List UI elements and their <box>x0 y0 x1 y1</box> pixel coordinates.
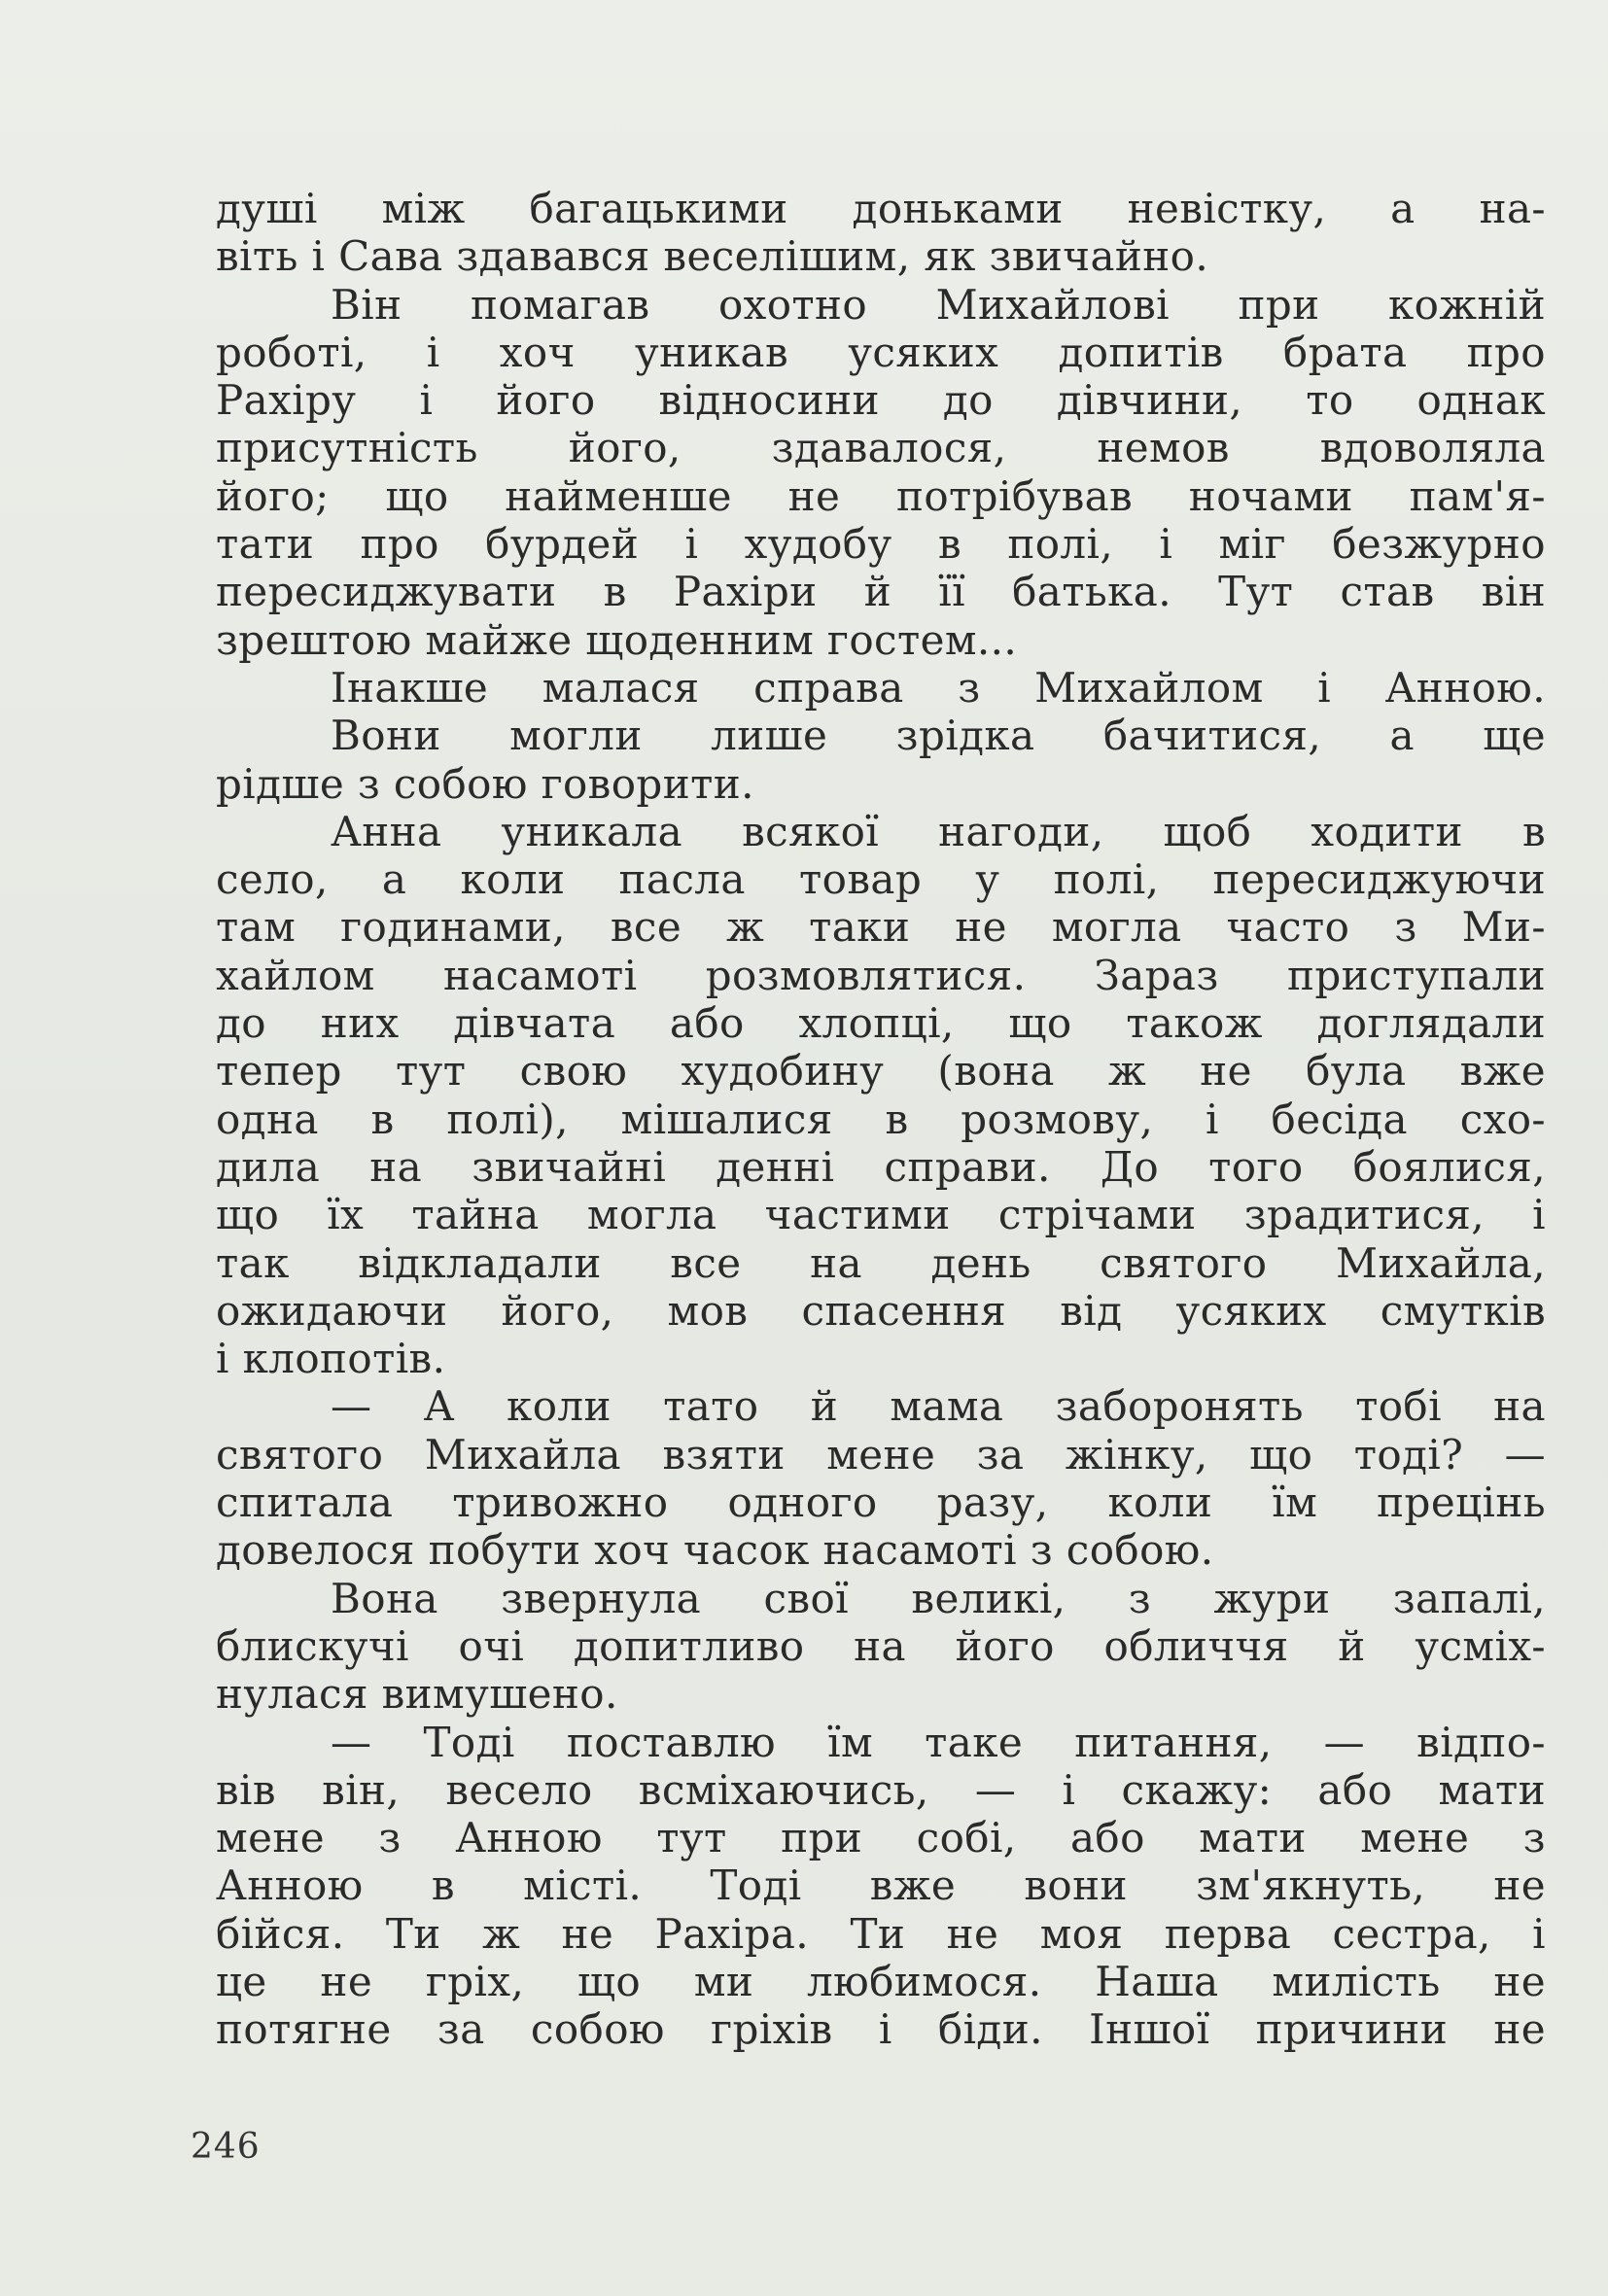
paragraph-start-line: Вони могли лише зрідка бачитися, а ще <box>331 712 1546 760</box>
paragraph-start-line: — Тоді поставлю їм таке питання, — відпо- <box>331 1718 1546 1766</box>
text-line: і клопотів. <box>216 1335 446 1383</box>
text-line: довелося побути хоч часок насамоті з собою. <box>216 1526 1214 1575</box>
text-line: вів він, весело всміхаючись, — і скажу: або мати <box>216 1765 1546 1814</box>
text-line: бійся. Ти ж не Рахіра. Ти не моя перва сестра, і <box>216 1909 1546 1958</box>
text-line: пересиджувати в Рахіри й її батька. Тут став він <box>216 568 1546 616</box>
text-line: віть і Сава здавався веселішим, як звичайно. <box>216 232 1209 281</box>
text-line: село, а коли пасла товар у полі, пересиджуючи <box>216 855 1546 904</box>
text-line: спитала тривожно одного разу, коли їм прецінь <box>216 1478 1546 1527</box>
text-line: зрештою майже щоденним гостем... <box>216 615 1018 664</box>
text-line: потягне за собою гріхів і біди. Іншої причини не <box>216 2005 1546 2054</box>
paragraph-start-line: Вона звернула свої великі, з жури запалі, <box>331 1574 1546 1622</box>
text-line: роботі, і хоч уникав усяких допитів брата про <box>216 328 1546 376</box>
text-line: тати про бурдей і худобу в полі, і міг безжурно <box>216 520 1546 569</box>
text-line: тепер тут свою худобину (вона ж не була вже <box>216 1047 1546 1096</box>
text-line: одна в полі), мішалися в розмову, і бесіда схо- <box>216 1095 1546 1143</box>
paragraph-start-line: Інакше малася справа з Михайлом і Анною. <box>331 663 1546 712</box>
text-line: його; що найменше не потрібував ночами пам'я- <box>216 471 1546 520</box>
text-line: присутність його, здавалося, немов вдоволяла <box>216 424 1546 472</box>
text-line: душі між багацькими доньками невістку, а на- <box>216 185 1546 232</box>
paragraph-start-line: Анна уникала всякої нагоди, щоб ходити в <box>331 807 1546 855</box>
text-line: дила на звичайні денні справи. До того боялися, <box>216 1142 1546 1191</box>
page-number: 246 <box>191 2127 261 2167</box>
paragraph-start-line: Він помагав охотно Михайлові при кожній <box>331 280 1546 329</box>
text-line: мене з Анною тут при собі, або мати мене з <box>216 1814 1546 1862</box>
text-line: рідше з собою говорити. <box>216 759 754 808</box>
page-body-text <box>216 185 1546 2054</box>
text-line: святого Михайла взяти мене за жінку, що тоді? — <box>216 1430 1546 1478</box>
text-line: це не гріх, що ми любимося. Наша милість не <box>216 1957 1546 2005</box>
text-line: хайлом насамоті розмовлятися. Зараз приступали <box>216 951 1546 999</box>
text-line: блискучі очі допитливо на його обличчя й усміх- <box>216 1621 1546 1670</box>
text-line: нулася вимушено. <box>216 1670 618 1719</box>
text-line: так відкладали все на день святого Михайла, <box>216 1238 1546 1287</box>
text-line: там годинами, все ж таки не могла часто з Ми- <box>216 903 1546 952</box>
text-line: до них дівчата або хлопці, що також доглядали <box>216 999 1546 1048</box>
text-line: Рахіру і його відносини до дівчини, то однак <box>216 376 1546 425</box>
text-line: що їх тайна могла частими стрічами зрадитися, і <box>216 1191 1546 1239</box>
paragraph-start-line: — А коли тато й мама заборонять тобі на <box>331 1382 1546 1431</box>
text-line: Анною в місті. Тоді вже вони зм'якнуть, не <box>216 1861 1546 1910</box>
text-line: ожидаючи його, мов спасення від усяких смутків <box>216 1286 1546 1335</box>
